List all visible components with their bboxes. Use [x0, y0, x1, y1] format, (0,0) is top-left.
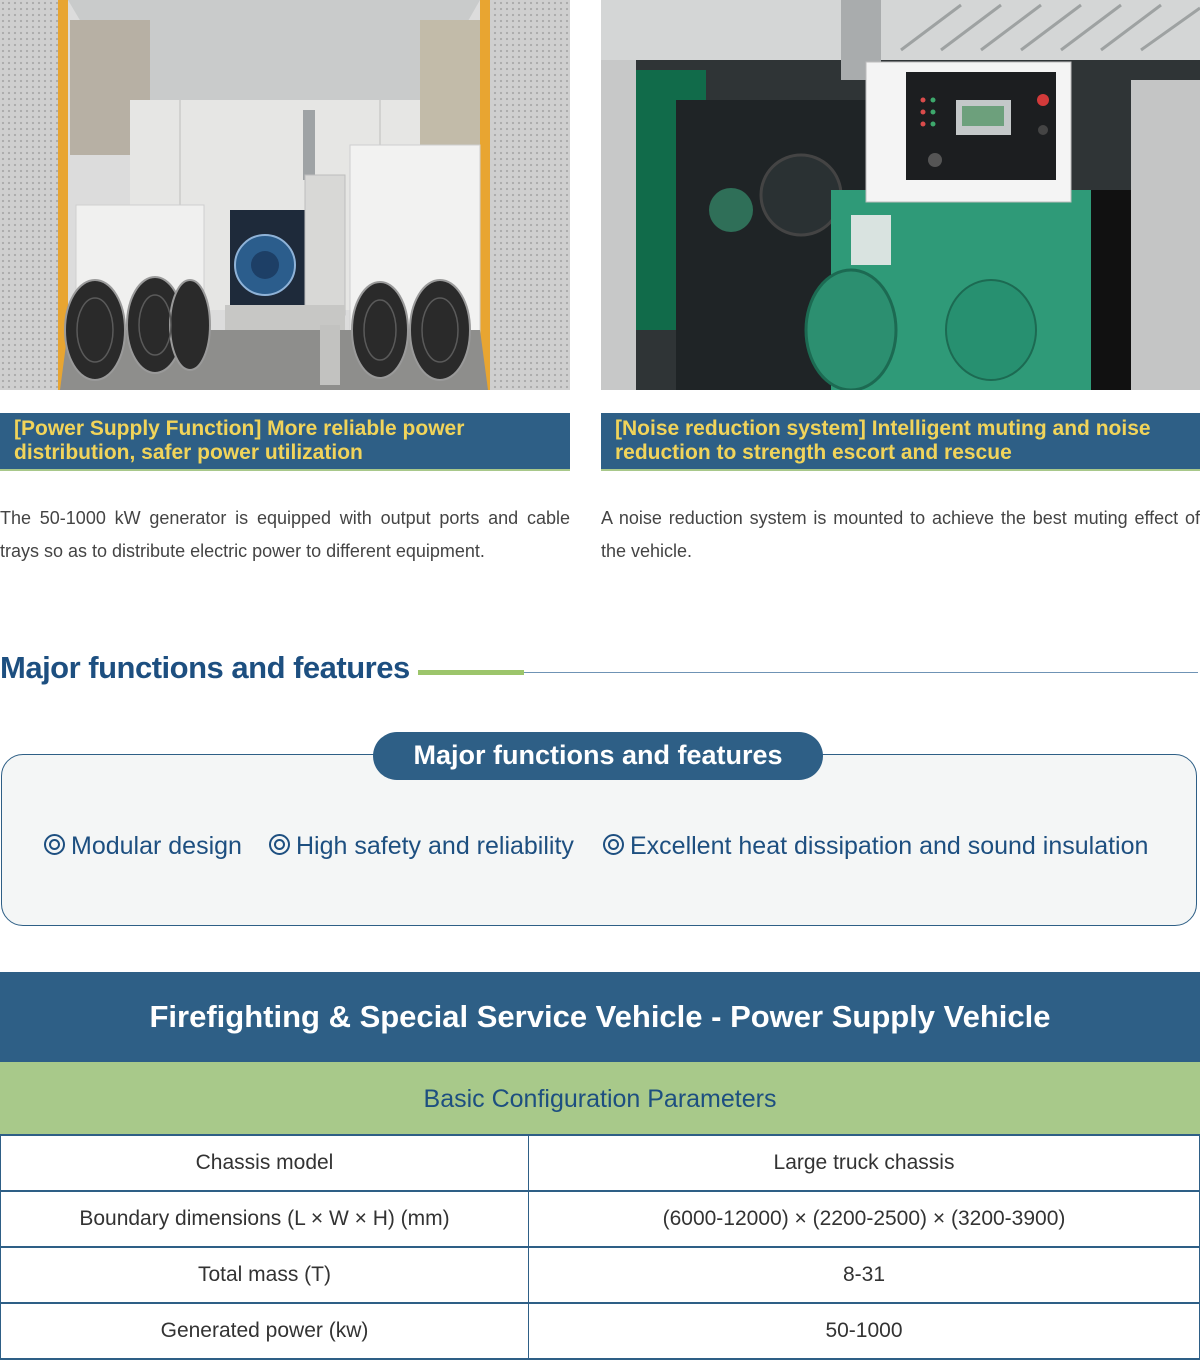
table-row: [1, 1136, 1200, 1191]
noise-reduction-generator-photo: [601, 0, 1200, 390]
double-circle-icon: [269, 834, 290, 855]
table-row: [1, 1247, 1200, 1303]
double-circle-icon: [44, 834, 65, 855]
power-supply-description: The 50-1000 kW generator is equipped with output ports and cable trays so as to distribute electric power to different equipment.: [0, 508, 570, 561]
parameter-name: Total mass (T): [1, 1247, 529, 1303]
table-row: [1, 1191, 1200, 1247]
section-title: Major functions and features: [0, 650, 410, 685]
feature-item: [603, 832, 1148, 861]
feature-label: Excellent heat dissipation and sound insulation: [630, 832, 1149, 860]
parameter-name: Boundary dimensions (L × W × H) (mm): [1, 1191, 529, 1247]
parameter-name: Generated power (kw): [1, 1303, 529, 1359]
table-title: Firefighting & Special Service Vehicle - Power Supply Vehicle: [0, 972, 1200, 1062]
table-subtitle: Basic Configuration Parameters: [0, 1062, 1200, 1136]
features-box-title: Major functions and features: [373, 732, 823, 780]
feature-label: Modular design: [71, 832, 242, 860]
parameter-value: Large truck chassis: [529, 1136, 1200, 1191]
table-row: [1, 1303, 1200, 1359]
parameters-table: [0, 1136, 1200, 1360]
generator-compartment-photo: [0, 0, 570, 390]
parameter-value: 50-1000: [529, 1303, 1200, 1359]
power-supply-caption: [Power Supply Function] More reliable power distribution, safer power utilization: [0, 413, 570, 471]
feature-label: High safety and reliability: [296, 832, 574, 860]
noise-reduction-description: A noise reduction system is mounted to achieve the best muting effect of the vehicle.: [601, 508, 1200, 561]
parameter-value: 8-31: [529, 1247, 1200, 1303]
parameter-name: Chassis model: [1, 1136, 529, 1191]
feature-item: [269, 832, 574, 861]
double-circle-icon: [603, 834, 624, 855]
noise-reduction-caption: [Noise reduction system] Intelligent muting and noise reduction to strength escort and rescue: [601, 413, 1200, 471]
section-divider-accent: [418, 670, 524, 675]
section-divider: [420, 672, 1198, 673]
parameter-value: (6000-12000) × (2200-2500) × (3200-3900): [529, 1191, 1200, 1247]
feature-item: [44, 832, 242, 861]
